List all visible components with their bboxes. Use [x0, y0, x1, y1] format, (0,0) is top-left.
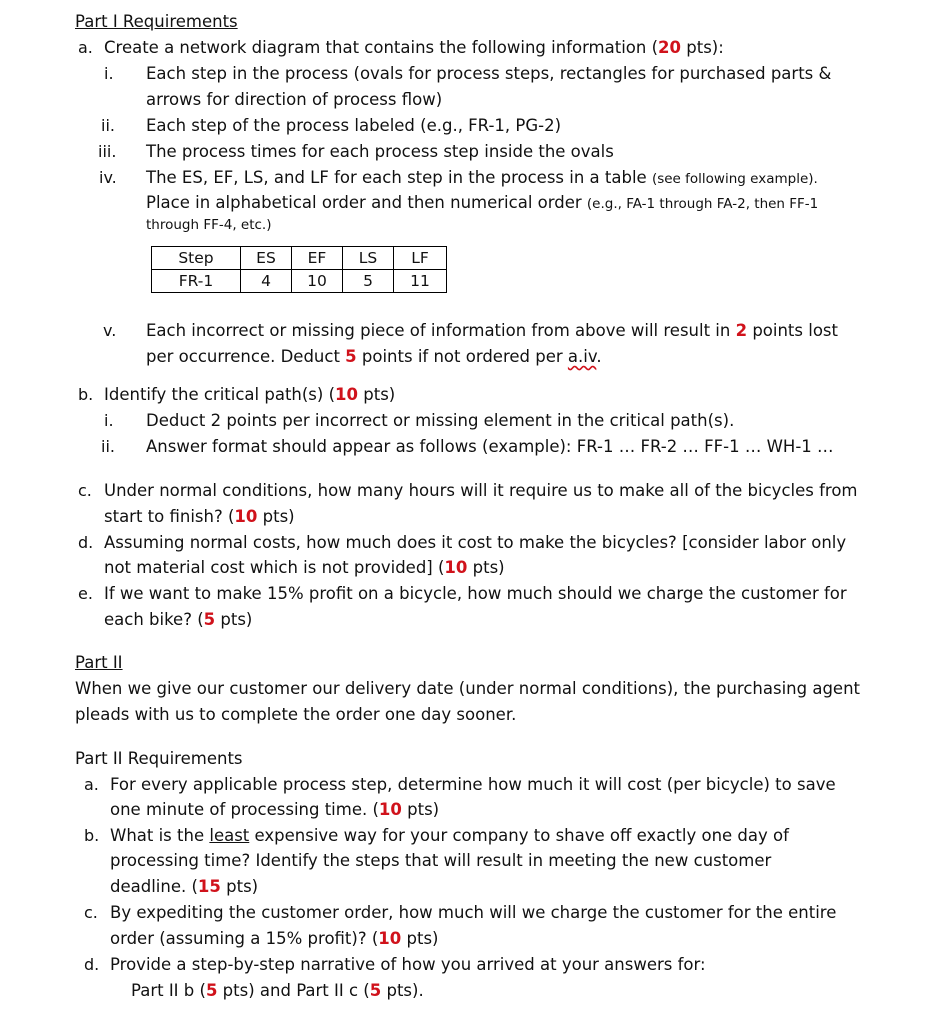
part2-item-c-line1: By expediting the customer order, how much will we charge the customer for the entire	[110, 903, 837, 922]
item-e-after: pts)	[215, 610, 253, 629]
item-c-points: 10	[234, 507, 258, 526]
item-d-line2	[104, 557, 505, 579]
item-d-points: 10	[444, 558, 468, 577]
item-c-label: c.	[78, 481, 92, 500]
item-e-label: e.	[78, 584, 93, 603]
item-a-i-label: i.	[104, 64, 114, 83]
item-b-points: 10	[335, 385, 358, 404]
item-d-line2-main: not material cost which is not provided] (	[104, 558, 445, 577]
item-a-iv-line2-main: Place in alphabetical order and then numerical order	[146, 193, 587, 212]
part2-item-d-points-2: 5	[369, 981, 382, 1000]
item-b-i-text: Deduct 2 points per incorrect or missing element in the critical path(s).	[146, 411, 735, 430]
part2-item-b-line3	[110, 876, 258, 898]
item-b-ii-label: ii.	[101, 437, 115, 456]
part2-item-c-after: pts)	[401, 929, 439, 948]
item-e-line1: If we want to make 15% profit on a bicycle, how much should we charge the customer for	[104, 584, 847, 603]
part2-item-a-line2-main: one minute of processing time. (	[110, 800, 379, 819]
part1-heading: Part I Requirements	[75, 12, 238, 31]
item-a-iv-line2	[146, 192, 818, 215]
part2-item-b-line3-main: deadline. (	[110, 877, 198, 896]
item-a-iv-line1	[146, 167, 818, 190]
item-a-ii-label: ii.	[101, 116, 115, 135]
item-b-after: pts)	[358, 385, 396, 404]
item-a-iv-line1-main: The ES, EF, LS, and LF for each step in the process in a table	[146, 168, 652, 187]
item-d-label: d.	[78, 533, 94, 552]
part2-paragraph-line1: When we give our customer our delivery date (under normal conditions), the purchasing agent	[75, 679, 861, 698]
item-c-line2	[104, 506, 295, 528]
part2-paragraph-line2: pleads with us to complete the order one day sooner.	[75, 705, 517, 724]
item-a-iii-label: iii.	[98, 142, 117, 161]
item-a-v-points-2: 5	[345, 347, 357, 366]
item-b-main: Identify the critical path(s) (	[104, 385, 336, 404]
part2-item-b-line1-start: What is the	[110, 826, 210, 845]
item-a-iv-line1-note: (see following example).	[651, 171, 818, 187]
part2-item-c-line2-main: order (assuming a 15% profit)? (	[110, 929, 379, 948]
item-a-i-line1: Each step in the process (ovals for process steps, rectangles for purchased parts &	[146, 64, 832, 83]
part2-item-c-points: 10	[378, 929, 402, 948]
item-a-v-reference: a.iv	[567, 347, 597, 366]
part2-item-c-label: c.	[84, 903, 98, 922]
item-a-text	[104, 37, 724, 59]
item-a-v-line2-main: per occurrence. Deduct	[146, 347, 346, 366]
table-cell-ef: 10	[292, 270, 343, 293]
item-b-label: b.	[78, 385, 94, 404]
part2-item-b-after: pts)	[220, 877, 259, 896]
part2-item-b-line1	[110, 825, 789, 847]
item-a-iv-line2-note: (e.g., FA-1 through FA-2, then FF-1	[586, 196, 819, 212]
item-a-i-line2: arrows for direction of process flow)	[146, 90, 443, 109]
part2-item-d-line2-start: Part II b (	[131, 981, 206, 1000]
part2-item-d-line2	[131, 980, 424, 1002]
item-a-main: Create a network diagram that contains the following information (	[104, 38, 659, 57]
item-a-v-line1	[146, 320, 838, 342]
part2-item-d-line2-mid: pts) and Part II c (	[217, 981, 370, 1000]
item-a-iv-label: iv.	[99, 168, 117, 187]
item-a-v-line1-main: Each incorrect or missing piece of information from above will result in	[146, 321, 736, 340]
part2-item-b-points: 15	[197, 877, 221, 896]
table-cell-step: FR-1	[152, 270, 241, 293]
table-header-lf: LF	[394, 247, 447, 270]
table-header-ls: LS	[343, 247, 394, 270]
item-a-v-line1-end: points lost	[747, 321, 838, 340]
table-cell-lf: 11	[394, 270, 447, 293]
part2-heading: Part II	[75, 653, 123, 672]
table-header-row	[152, 247, 447, 270]
table-cell-ls: 5	[343, 270, 394, 293]
item-a-after: pts):	[681, 38, 724, 57]
part2-item-d-label: d.	[84, 955, 100, 974]
part2-item-a-after: pts)	[401, 800, 440, 819]
part2-item-b-label: b.	[84, 826, 100, 845]
item-b-i-label: i.	[104, 411, 114, 430]
item-a-points: 20	[658, 38, 681, 57]
item-c-line1: Under normal conditions, how many hours will it require us to make all of the bicycles from	[104, 481, 858, 500]
part2-item-a-line1: For every applicable process step, determine how much it will cost (per bicycle) to save	[110, 775, 836, 794]
part2-item-b-line2: processing time? Identify the steps that will result in meeting the new customer	[110, 851, 772, 870]
part2-requirements-heading: Part II Requirements	[75, 749, 243, 768]
item-a-v-line2-end: .	[596, 347, 602, 366]
table-header-step: Step	[152, 247, 241, 270]
item-a-iv-line3: through FF-4, etc.)	[146, 217, 272, 233]
part2-item-d-points-1: 5	[205, 981, 218, 1000]
item-d-line1: Assuming normal costs, how much does it cost to make the bicycles? [consider labor only	[104, 533, 847, 552]
part2-item-a-line2	[110, 799, 439, 821]
item-a-ii-text: Each step of the process labeled (e.g., FR-1, PG-2)	[146, 116, 562, 135]
item-a-v-label: v.	[103, 321, 117, 340]
table-header-ef: EF	[292, 247, 343, 270]
item-e-line2-main: each bike? (	[104, 610, 204, 629]
item-b-ii-text: Answer format should appear as follows (example): FR-1 … FR-2 … FF-1 … WH-1 …	[146, 437, 834, 456]
table-row	[152, 270, 447, 293]
part2-item-a-points: 10	[378, 800, 402, 819]
part2-item-d-line2-end: pts).	[381, 981, 424, 1000]
part2-item-b-least: least	[209, 826, 250, 845]
item-a-label: a.	[78, 38, 93, 57]
item-d-after: pts)	[467, 558, 505, 577]
item-e-line2	[104, 609, 252, 631]
item-a-iii-text: The process times for each process step inside the ovals	[146, 142, 614, 161]
item-e-points: 5	[203, 610, 216, 629]
table-header-es: ES	[241, 247, 292, 270]
part2-item-b-line1-end: expensive way for your company to shave off exactly one day of	[249, 826, 789, 845]
item-a-v-line2	[146, 346, 602, 368]
item-c-line2-main: start to finish? (	[104, 507, 235, 526]
item-c-after: pts)	[257, 507, 295, 526]
item-b-text	[104, 384, 395, 406]
item-a-v-points: 2	[735, 321, 748, 340]
table-cell-es: 4	[241, 270, 292, 293]
part2-item-a-label: a.	[84, 775, 99, 794]
item-a-v-line2-mid: points if not ordered per	[356, 347, 568, 366]
part2-item-d-line1: Provide a step-by-step narrative of how you arrived at your answers for:	[110, 955, 706, 974]
part2-item-c-line2	[110, 928, 438, 950]
example-table	[151, 246, 447, 293]
